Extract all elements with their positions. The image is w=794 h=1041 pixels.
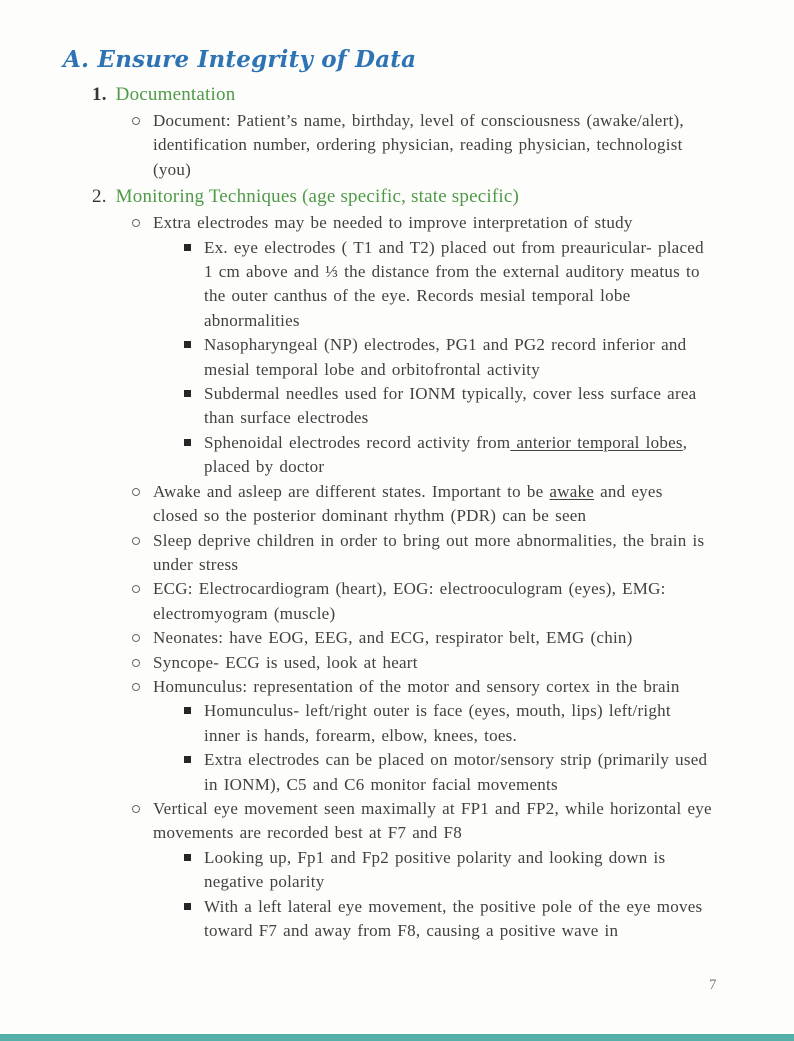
list-item-text [153,529,713,578]
list-item [0,211,794,235]
list-item-text [153,651,713,675]
circle-bullet-icon [132,219,140,227]
text-segment: Sleep deprive children in order to bring out more abnormalities, the brain is under stress [153,530,705,574]
text-segment: Homunculus- left/right outer is face (eyes, mouth, lips) left/right inner is hands, forearm, elbow, knees, toes. [204,701,671,745]
circle-bullet-icon [132,117,140,125]
list-item-text [153,109,713,182]
square-bullet-icon [184,439,191,446]
list-item-text [204,846,709,895]
list-item [0,480,794,529]
underlined-text: awake [549,481,595,501]
text-segment: Vertical eye movement seen maximally at FP1 and FP2, while horizontal eye movements are recorded best at F7 and F8 [153,798,712,843]
text-segment: Neonates: have EOG, EEG, and ECG, respirator belt, EMG (chin) [153,628,633,648]
list-item [0,529,794,578]
text-segment: Syncope- ECG is used, look at heart [153,652,418,672]
text-segment: Ex. eye electrodes ( T1 and T2) placed out from preauricular- placed 1 cm above and ⅓ the distance from the external auditory meatus to the outer canthus of the eye. Records mesial temporal lobe abnormalities [204,237,704,330]
text-segment: Nasopharyngeal (NP) electrodes, PG1 and PG2 record inferior and mesial temporal lobe and orbitofrontal activity [204,335,687,379]
section-heading [92,80,794,109]
list-item [0,895,794,944]
text-segment: Homunculus: representation of the motor and sensory cortex in the brain [153,676,680,696]
text-segment: ECG: Electrocardiogram (heart), EOG: electrooculogram (eyes), EMG: electromyogram (muscle) [153,579,666,623]
list-item [0,675,794,699]
list-item-text [153,626,713,650]
list-item [0,431,794,480]
square-bullet-icon [184,756,191,763]
list-item [0,797,794,846]
text-segment: Document: Patient’s name, birthday, level of consciousness (awake/alert), identification number, ordering physician, reading physician, technologist (you) [153,111,684,179]
square-bullet-icon [184,390,191,397]
footer-accent-bar [0,1034,794,1041]
list-item-text [204,748,709,797]
list-item [0,748,794,797]
list-item [0,626,794,650]
circle-bullet-icon [132,805,140,813]
section-number: 1. [92,84,107,105]
text-segment: Extra electrodes can be placed on motor/sensory strip (primarily used in IONM), C5 and C6 monitor facial movements [204,750,708,794]
list-item [0,651,794,675]
list-item [0,333,794,382]
underlined-text: anterior temporal lobes [510,432,683,452]
list-item-text [153,797,713,846]
list-item [0,382,794,431]
list-item-text [153,675,713,699]
list-item-text [204,895,709,944]
section-title: Monitoring Techniques (age specific, state specific) [115,186,520,208]
list-item [0,699,794,748]
notes-list [0,80,794,943]
text-segment: Looking up, Fp1 and Fp2 positive polarity and looking down is negative polarity [204,847,666,892]
square-bullet-icon [184,854,191,861]
text-segment: and eyes closed so the posterior dominant rhythm (PDR) can be seen [153,481,663,526]
square-bullet-icon [184,244,191,251]
list-item-text [204,699,709,748]
circle-bullet-icon [132,683,140,691]
list-item-text [153,577,713,626]
page-title: A. Ensure Integrity of Data [63,46,417,73]
list-item [0,236,794,334]
list-item-text [153,211,713,235]
text-segment: Sphenoidal electrodes record activity from [204,432,511,452]
list-item [0,109,794,182]
list-item-text [204,431,709,480]
square-bullet-icon [184,707,191,714]
text-segment: Awake and asleep are different states. Important to be [153,481,550,501]
section-title: Documentation [115,84,236,105]
circle-bullet-icon [132,488,140,496]
page-number: 7 [709,977,717,993]
square-bullet-icon [184,903,191,910]
list-item-text [204,333,709,382]
circle-bullet-icon [132,634,140,642]
text-segment: , placed by doctor [204,432,688,477]
list-item-text [153,480,713,529]
section-number: 2. [92,186,107,208]
text-segment: Subdermal needles used for IONM typically, cover less surface area than surface electrodes [204,384,697,428]
text-segment: Extra electrodes may be needed to improve interpretation of study [153,213,633,233]
circle-bullet-icon [132,659,140,667]
circle-bullet-icon [132,537,140,545]
list-item-text [204,236,709,334]
square-bullet-icon [184,341,191,348]
section-heading [92,182,794,211]
text-segment: With a left lateral eye movement, the positive pole of the eye moves toward F7 and away from F8, causing a positive wave in [204,896,703,940]
circle-bullet-icon [132,585,140,593]
list-item [0,846,794,895]
list-item [0,577,794,626]
list-item-text [204,382,709,431]
